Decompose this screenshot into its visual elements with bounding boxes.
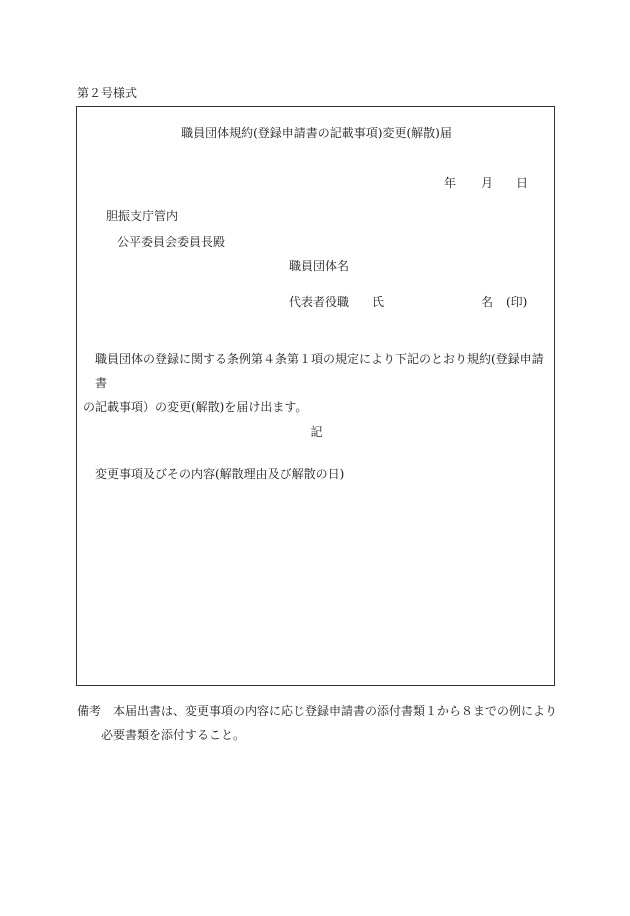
representative-name-label: 名 — [481, 295, 494, 309]
ki-heading: 記 — [310, 425, 323, 439]
notes-label: 備考 — [77, 704, 102, 718]
body-line: 職員団体の登録に関する条例第４条第１項の規定により下記のとおり規約(登録申請書 — [95, 352, 544, 390]
representative-title-label: 代表者役職 — [289, 295, 350, 309]
body-paragraph — [83, 347, 553, 419]
body-line: の記載事項）の変更(解散)を届け出ます。 — [83, 400, 308, 414]
date-day-label: 日 — [516, 176, 529, 190]
notes-line — [77, 699, 557, 723]
addressee-name: 公平委員会委員長殿 — [117, 235, 226, 249]
addressee-office: 胆振支庁管内 — [106, 209, 179, 223]
notes-section — [77, 699, 557, 747]
form-number: 第２号様式 — [77, 86, 138, 100]
organization-name-label: 職員団体名 — [289, 259, 350, 273]
seal-label: (印) — [506, 295, 528, 309]
date-month-label: 月 — [481, 176, 494, 190]
form-frame — [76, 106, 555, 686]
change-content-heading: 変更事項及びその内容(解散理由及び解散の日) — [95, 467, 345, 481]
representative-surname-label: 氏 — [372, 295, 385, 309]
date-year-label: 年 — [444, 176, 457, 190]
notes-text: 本届出書は、変更事項の内容に応じ登録申請書の添付書類１から８までの例により — [113, 704, 558, 718]
document-title: 職員団体規約(登録申請書の記載事項)変更(解散)届 — [181, 126, 452, 140]
notes-text: 必要書類を添付すること。 — [101, 728, 246, 742]
